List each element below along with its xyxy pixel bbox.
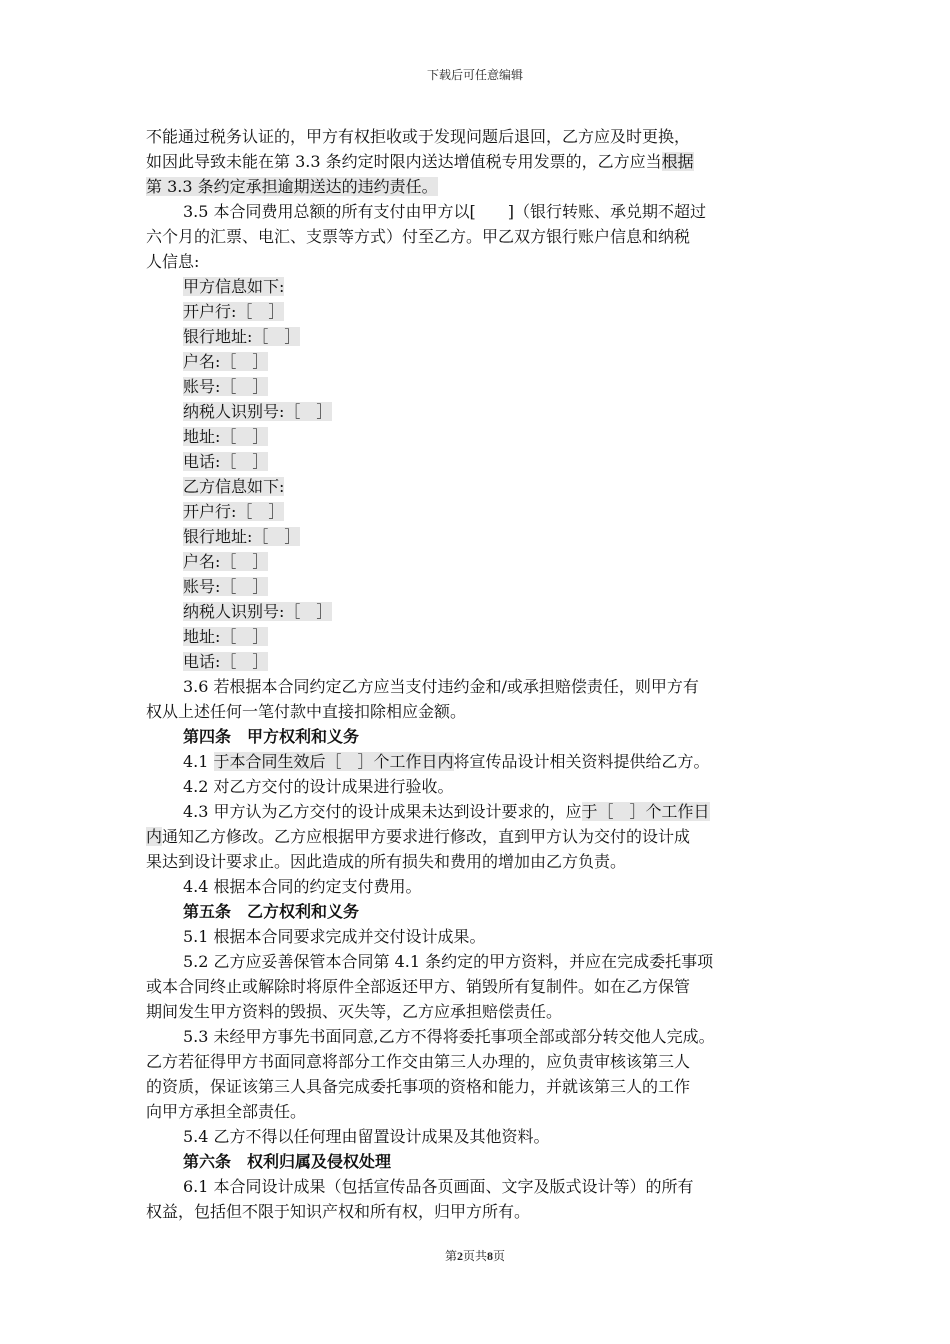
highlighted-text: 地址:［ ］ bbox=[183, 627, 269, 646]
text-line bbox=[146, 374, 810, 399]
text-segment: 权从上述任何一笔付款中直接扣除相应金额。 bbox=[146, 702, 467, 721]
highlighted-text: 开户行:［ ］ bbox=[183, 502, 285, 521]
text-segment: 通知乙方修改。乙方应根据甲方要求进行修改，直到甲方认为交付的设计成 bbox=[162, 827, 691, 846]
text-segment: 的资质，保证该第三人具备完成委托事项的资格和能力，并就该第三人的工作 bbox=[146, 1077, 691, 1096]
text-line bbox=[146, 474, 810, 499]
text-segment: 4.3 甲方认为乙方交付的设计成果未达到设计要求的，应 bbox=[183, 802, 582, 821]
text-segment: 乙方若征得甲方书面同意将部分工作交由第三人办理的，应负责审核该第三人 bbox=[146, 1052, 691, 1071]
current-page-number: 2 bbox=[456, 1249, 463, 1263]
text-segment: 向甲方承担全部责任。 bbox=[146, 1102, 307, 1121]
highlighted-text: 户名:［ ］ bbox=[183, 552, 269, 571]
highlighted-text: 甲方信息如下: bbox=[183, 277, 285, 296]
text-segment: 六个月的汇票、电汇、支票等方式）付至乙方。甲乙双方银行账户信息和纳税 bbox=[146, 227, 691, 246]
text-line bbox=[146, 774, 810, 799]
text-line bbox=[146, 999, 810, 1024]
page-header: 下载后可任意编辑 bbox=[426, 68, 523, 82]
text-line bbox=[146, 1124, 810, 1149]
text-segment: 第五条 乙方权利和义务 bbox=[183, 902, 360, 921]
text-line bbox=[146, 649, 810, 674]
text-line bbox=[146, 174, 810, 199]
text-line bbox=[146, 549, 810, 574]
text-segment: 不能通过税务认证的，甲方有权拒收或于发现问题后退回，乙方应及时更换， bbox=[146, 127, 691, 146]
text-line bbox=[146, 1174, 810, 1199]
text-line bbox=[146, 399, 810, 424]
text-segment: 5.4 乙方不得以任何理由留置设计成果及其他资料。 bbox=[183, 1127, 550, 1146]
highlighted-text: 于本合同生效后［ ］个工作日内 bbox=[213, 752, 454, 771]
highlighted-text: 纳税人识别号:［ ］ bbox=[183, 402, 333, 421]
highlighted-text: 纳税人识别号:［ ］ bbox=[183, 602, 333, 621]
text-segment: 第六条 权利归属及侵权处理 bbox=[183, 1152, 392, 1171]
text-line bbox=[146, 199, 810, 224]
section-heading bbox=[146, 1149, 810, 1174]
text-line bbox=[146, 124, 810, 149]
text-segment: 人信息: bbox=[146, 252, 200, 271]
highlighted-text: 银行地址:［ ］ bbox=[183, 327, 301, 346]
page-footer bbox=[0, 1247, 950, 1264]
text-segment: 4.2 对乙方交付的设计成果进行验收。 bbox=[183, 777, 454, 796]
text-line bbox=[146, 749, 810, 774]
text-segment: 6.1 本合同设计成果（包括宣传品各页画面、文字及版式设计等）的所有 bbox=[183, 1177, 694, 1196]
text-line bbox=[146, 149, 810, 174]
text-line bbox=[146, 1024, 810, 1049]
text-segment: 果达到设计要求止。因此造成的所有损失和费用的增加由乙方负责。 bbox=[146, 852, 627, 871]
text-line bbox=[146, 799, 810, 824]
text-line bbox=[146, 349, 810, 374]
highlighted-text: 内 bbox=[146, 827, 163, 846]
highlighted-text: 账号:［ ］ bbox=[183, 377, 269, 396]
text-line bbox=[146, 424, 810, 449]
highlighted-text: 账号:［ ］ bbox=[183, 577, 269, 596]
text-line bbox=[146, 974, 810, 999]
total-page-count: 8 bbox=[487, 1249, 493, 1263]
text-segment: 3.6 若根据本合同约定乙方应当支付违约金和/或承担赔偿责任，则甲方有 bbox=[183, 677, 699, 696]
footer-mid: 页共 bbox=[462, 1249, 487, 1263]
text-line bbox=[146, 824, 810, 849]
highlighted-text: 开户行:［ ］ bbox=[183, 302, 285, 321]
highlighted-text: 第 3.3 条约定承担逾期送达的违约责任。 bbox=[146, 177, 438, 196]
highlighted-text: 根据 bbox=[661, 152, 694, 171]
text-line bbox=[146, 224, 810, 249]
text-line bbox=[146, 449, 810, 474]
section-heading bbox=[146, 899, 810, 924]
document-body bbox=[146, 124, 810, 1224]
text-line bbox=[146, 499, 810, 524]
text-line bbox=[146, 324, 810, 349]
highlighted-text: 乙方信息如下: bbox=[183, 477, 285, 496]
text-line bbox=[146, 924, 810, 949]
highlighted-text: 电话:［ ］ bbox=[183, 452, 269, 471]
text-line bbox=[146, 949, 810, 974]
text-segment: 或本合同终止或解除时将原件全部返还甲方、销毁所有复制件。如在乙方保管 bbox=[146, 977, 691, 996]
text-line bbox=[146, 699, 810, 724]
text-segment: 5.1 根据本合同要求完成并交付设计成果。 bbox=[183, 927, 486, 946]
text-segment: 4.4 根据本合同的约定支付费用。 bbox=[183, 877, 422, 896]
highlighted-text: 电话:［ ］ bbox=[183, 652, 269, 671]
text-line bbox=[146, 1049, 810, 1074]
text-line bbox=[146, 249, 810, 274]
text-line bbox=[146, 599, 810, 624]
text-segment: 期间发生甲方资料的毁损、灭失等，乙方应承担赔偿责任。 bbox=[146, 1002, 563, 1021]
section-heading bbox=[146, 724, 810, 749]
text-line bbox=[146, 849, 810, 874]
text-line bbox=[146, 524, 810, 549]
text-segment: 如因此导致未能在第 3.3 条约定时限内送达增值税专用发票的，乙方应当 bbox=[146, 152, 662, 171]
footer-prefix: 第 bbox=[444, 1249, 457, 1263]
text-line bbox=[146, 574, 810, 599]
highlighted-text: 于［ ］个工作日 bbox=[581, 802, 710, 821]
text-segment: 3.5 本合同费用总额的所有支付由甲方以[ ]（银行转账、承兑期不超过 bbox=[183, 202, 707, 221]
text-line bbox=[146, 874, 810, 899]
footer-suffix: 页 bbox=[493, 1249, 506, 1263]
text-line bbox=[146, 299, 810, 324]
highlighted-text: 地址:［ ］ bbox=[183, 427, 269, 446]
text-line bbox=[146, 674, 810, 699]
text-line bbox=[146, 1199, 810, 1224]
highlighted-text: 户名:［ ］ bbox=[183, 352, 269, 371]
text-segment: 将宣传品设计相关资料提供给乙方。 bbox=[453, 752, 710, 771]
text-line bbox=[146, 1099, 810, 1124]
highlighted-text: 银行地址:［ ］ bbox=[183, 527, 301, 546]
text-segment: 权益，包括但不限于知识产权和所有权，归甲方所有。 bbox=[146, 1202, 531, 1221]
text-segment: 4.1 bbox=[183, 752, 214, 771]
text-line bbox=[146, 624, 810, 649]
text-segment: 第四条 甲方权利和义务 bbox=[183, 727, 360, 746]
text-line bbox=[146, 1074, 810, 1099]
text-line bbox=[146, 274, 810, 299]
text-segment: 5.2 乙方应妥善保管本合同第 4.1 条约定的甲方资料，并应在完成委托事项 bbox=[183, 952, 714, 971]
text-segment: 5.3 未经甲方事先书面同意,乙方不得将委托事项全部或部分转交他人完成。 bbox=[183, 1027, 715, 1046]
